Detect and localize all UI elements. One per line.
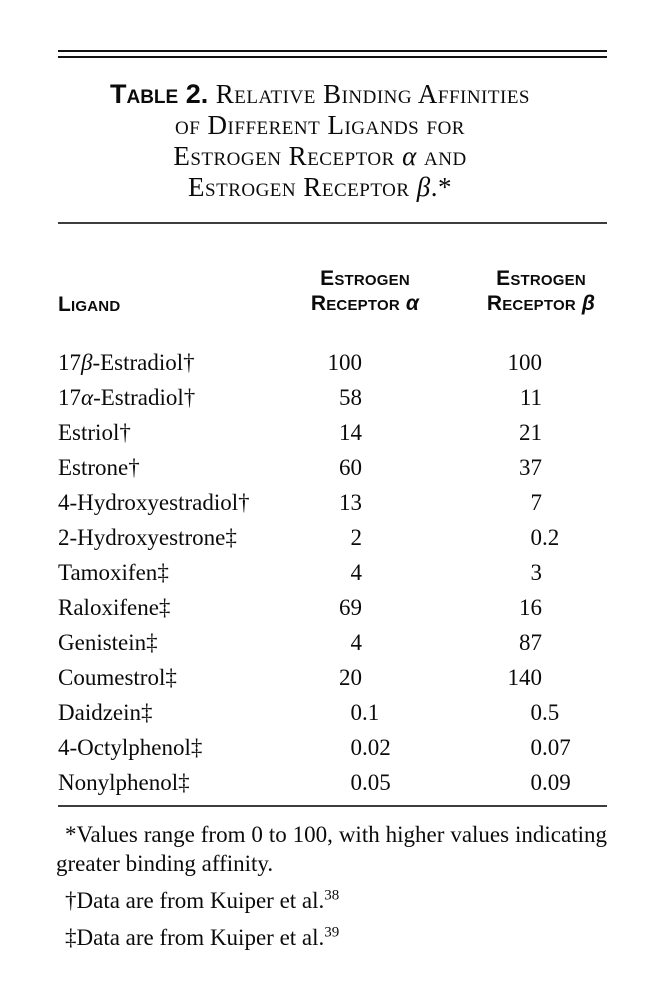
- table-row: [58, 520, 607, 555]
- ligand-cell: [58, 625, 158, 660]
- text-segment: .*: [430, 172, 452, 202]
- er-beta-value-int: 0: [530, 700, 542, 725]
- er-alpha-value-int: 14: [339, 420, 362, 445]
- text-segment: 17: [58, 385, 81, 410]
- footnotes: [56, 820, 607, 952]
- text-segment: 4-Octylphenol: [58, 735, 191, 760]
- footnote-text: *Values range from 0 to 100, with higher values indicating greater binding affinity.: [56, 822, 607, 876]
- text-segment: and: [416, 141, 467, 171]
- table-title: [58, 79, 582, 203]
- er-beta-value-int: 0: [530, 735, 542, 760]
- ligand-cell: [58, 660, 177, 695]
- title-line: [58, 141, 582, 172]
- table-row: [58, 485, 607, 520]
- er-beta-value-int: 21: [519, 420, 542, 445]
- title-line: [58, 79, 582, 110]
- greek-symbol: α: [81, 385, 94, 410]
- title-line: [58, 172, 582, 203]
- er-alpha-header-line1: Estrogen: [320, 267, 410, 290]
- footnote: [56, 886, 607, 915]
- er-beta-value-int: 37: [519, 455, 542, 480]
- ligand-cell: [58, 520, 237, 555]
- er-beta-header-line2: [431, 291, 651, 316]
- er-alpha-value-int: 2: [350, 525, 362, 550]
- er-beta-value-int: 100: [507, 350, 542, 375]
- footnote-marker: ‡: [190, 735, 203, 760]
- title-line: [58, 110, 582, 141]
- text-segment: 2-Hydroxyestrone: [58, 525, 226, 550]
- text-segment: 17: [58, 350, 81, 375]
- er-beta-value-int: 16: [519, 595, 542, 620]
- er-alpha-value-int: 58: [339, 385, 362, 410]
- text-segment: Tamoxifen: [58, 560, 158, 585]
- beta-symbol: β: [581, 292, 596, 315]
- footnote-marker: ‡: [157, 560, 169, 585]
- footnote-marker: †: [183, 385, 196, 410]
- table-row: [58, 765, 607, 800]
- table-bottom-rule: [58, 805, 607, 807]
- text-segment: Coumestrol: [58, 665, 166, 690]
- footnote: [56, 820, 607, 878]
- title-separator-rule: [58, 222, 607, 224]
- footnote-text: †Data are from Kuiper et al.: [65, 888, 325, 913]
- er-beta-value-int: 0: [530, 770, 542, 795]
- text-segment: Estrone: [58, 455, 129, 480]
- footnote-marker: ‡: [158, 595, 171, 620]
- er-beta-value-dec: .5: [542, 700, 560, 725]
- ligand-cell: [58, 695, 153, 730]
- er-alpha-value-int: 0: [350, 770, 362, 795]
- text-segment: Nonylphenol: [58, 770, 179, 795]
- table-body: [58, 345, 607, 800]
- text-segment: Relative Binding Affinities: [215, 79, 530, 109]
- er-alpha-value-int: 0: [350, 700, 362, 725]
- text-segment: 4-Hydroxyestradiol: [58, 490, 239, 515]
- footnote-marker: †: [119, 420, 131, 445]
- footnote: [56, 923, 607, 952]
- table-number-label: Table 2.: [109, 79, 216, 109]
- ligand-cell: [58, 380, 195, 415]
- table-row: [58, 695, 607, 730]
- er-alpha-value-int: 4: [350, 560, 362, 585]
- er-beta-header-line1: Estrogen: [496, 267, 586, 290]
- er-alpha-value-int: 100: [327, 350, 362, 375]
- table-row: [58, 590, 607, 625]
- table-row: [58, 380, 607, 415]
- er-alpha-value-dec: .1: [362, 700, 380, 725]
- er-beta-value-int: 0: [530, 525, 542, 550]
- ligand-cell: [58, 765, 190, 800]
- footnote-marker: †: [238, 490, 250, 515]
- reference-number: 38: [324, 887, 340, 904]
- table-row: [58, 450, 607, 485]
- text-segment: Genistein: [58, 630, 147, 655]
- footnote-marker: †: [183, 350, 195, 375]
- text-segment: Estrogen Receptor: [188, 172, 417, 202]
- er-alpha-value-int: 4: [350, 630, 362, 655]
- text-segment: Estrogen Receptor: [173, 141, 403, 171]
- er-alpha-value-int: 69: [339, 595, 362, 620]
- ligand-cell: [58, 415, 131, 450]
- er-alpha-value-int: 20: [339, 665, 362, 690]
- table-row: [58, 345, 607, 380]
- text-segment: of Different Ligands for: [175, 110, 465, 140]
- ligand-cell: [58, 345, 195, 380]
- table-row: [58, 415, 607, 450]
- alpha-symbol: α: [405, 292, 420, 315]
- footnote-marker: ‡: [225, 525, 237, 550]
- er-alpha-value-int: 60: [339, 455, 362, 480]
- er-beta-value-int: 3: [530, 560, 542, 585]
- table-row: [58, 730, 607, 765]
- footnote-marker: ‡: [178, 770, 190, 795]
- footnote-marker: †: [128, 455, 140, 480]
- ligand-cell: [58, 730, 202, 765]
- er-beta-value-dec: .09: [542, 770, 571, 795]
- text-segment: Raloxifene: [58, 595, 159, 620]
- greek-symbol: α: [402, 141, 417, 171]
- er-beta-value-int: 7: [530, 490, 542, 515]
- text-segment: -Estradiol: [93, 385, 184, 410]
- receptor-label: Receptor: [486, 292, 576, 315]
- er-beta-value-int: 87: [519, 630, 542, 655]
- er-beta-value-dec: .07: [542, 735, 571, 760]
- er-alpha-value-int: 0: [350, 735, 362, 760]
- ligand-cell: [58, 555, 169, 590]
- text-segment: -Estradiol: [92, 350, 184, 375]
- footnote-text: ‡Data are from Kuiper et al.: [65, 925, 325, 950]
- table-row: [58, 660, 607, 695]
- column-header-ligand: Ligand: [58, 293, 121, 316]
- er-beta-value-int: 140: [507, 665, 542, 690]
- er-beta-value-int: 11: [519, 385, 542, 410]
- table-row: [58, 555, 607, 590]
- receptor-label: Receptor: [310, 292, 400, 315]
- ligand-cell: [58, 450, 140, 485]
- er-beta-value-dec: .2: [542, 525, 560, 550]
- footnote-marker: ‡: [165, 665, 177, 690]
- text-segment: Daidzein: [58, 700, 142, 725]
- footnote-marker: ‡: [146, 630, 158, 655]
- text-segment: Estriol: [58, 420, 120, 445]
- ligand-cell: [58, 590, 170, 625]
- top-double-rule: [58, 50, 607, 58]
- greek-symbol: β: [416, 172, 431, 202]
- er-alpha-value-dec: .02: [362, 735, 391, 760]
- column-header-er-beta: [431, 266, 651, 316]
- table-row: [58, 625, 607, 660]
- er-alpha-value-int: 13: [339, 490, 362, 515]
- footnote-marker: ‡: [141, 700, 153, 725]
- reference-number: 39: [324, 924, 340, 941]
- greek-symbol: β: [81, 350, 93, 375]
- er-alpha-value-dec: .05: [362, 770, 391, 795]
